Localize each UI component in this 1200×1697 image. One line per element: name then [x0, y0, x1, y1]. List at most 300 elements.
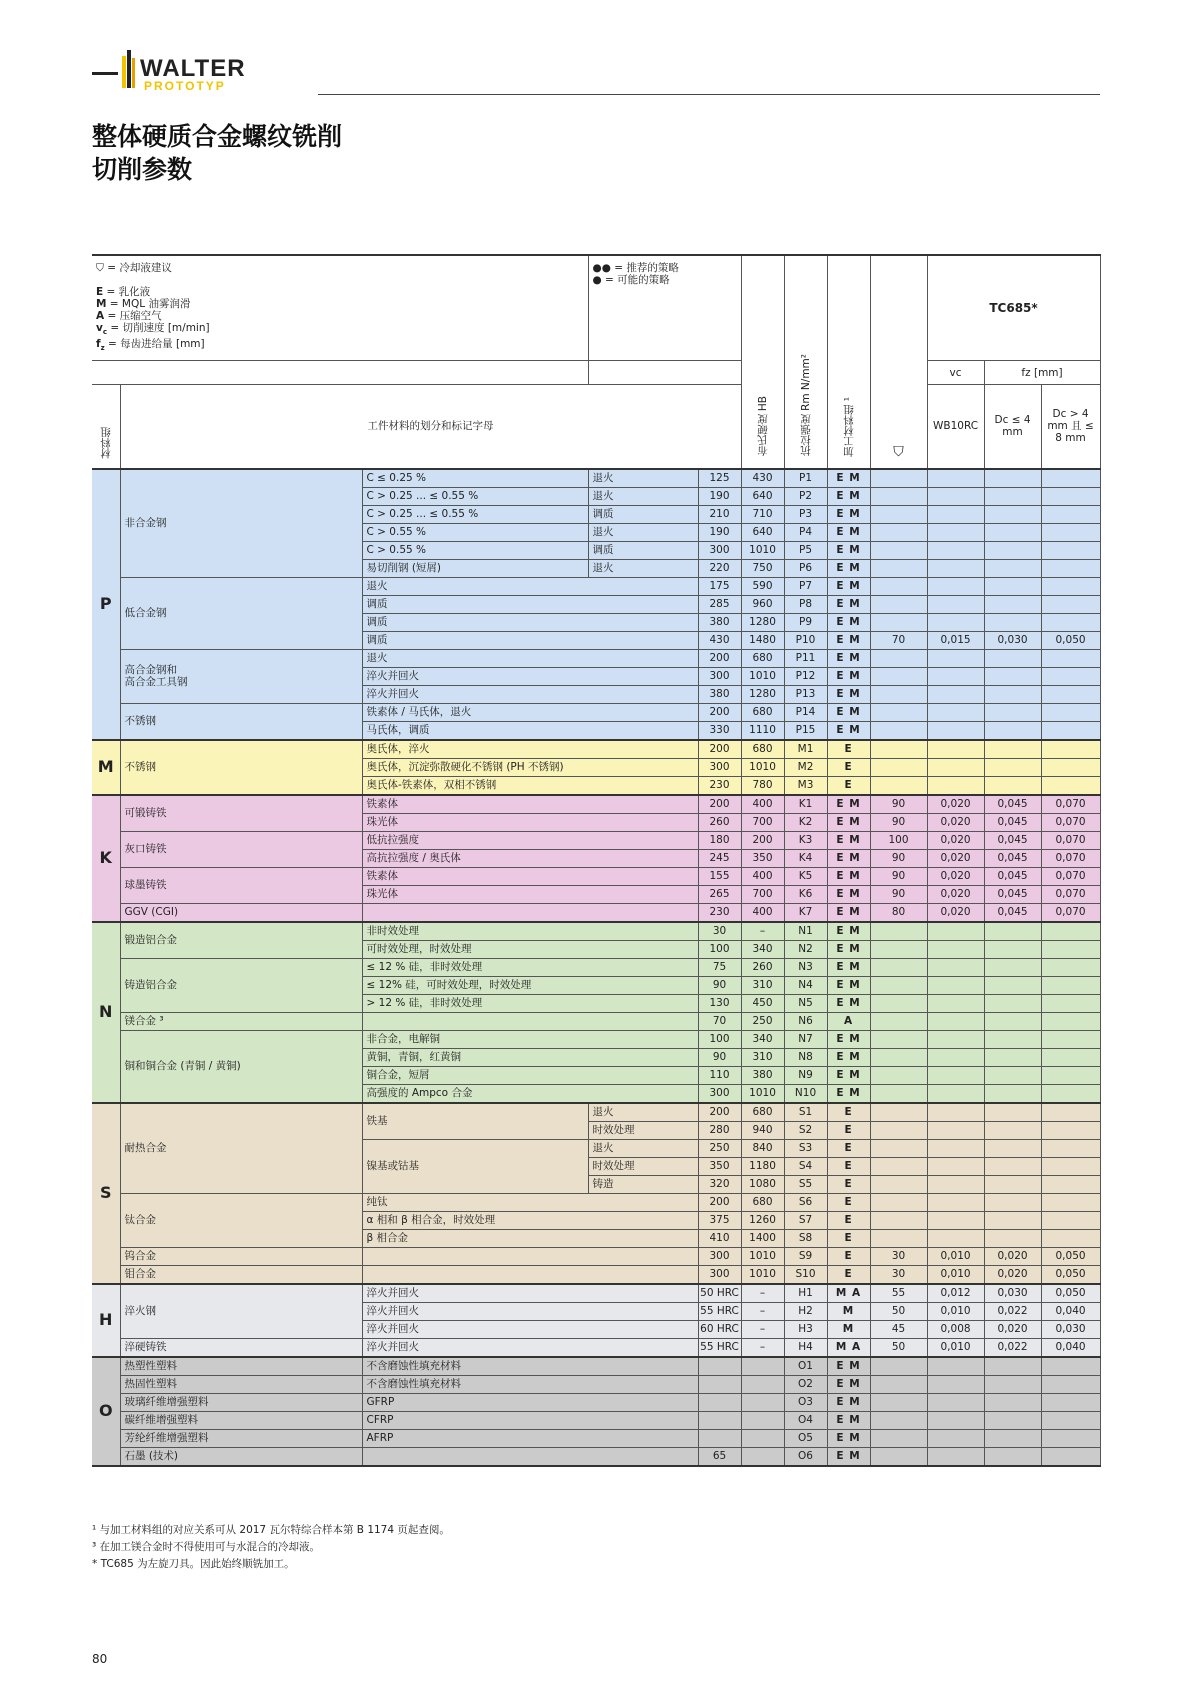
table-cell: [927, 487, 984, 505]
table-cell: 300: [698, 758, 741, 776]
table-cell: AFRP: [362, 1429, 698, 1447]
table-cell: [870, 1103, 927, 1122]
table-cell: 50 HRC: [698, 1284, 741, 1303]
table-cell: [1041, 1084, 1100, 1103]
table-cell: 50: [870, 1338, 927, 1357]
table-cell: E M: [827, 505, 870, 523]
table-cell: [984, 1157, 1041, 1175]
group-h: [92, 1284, 1100, 1357]
table-cell: 340: [741, 1030, 784, 1048]
table-cell: E: [827, 1175, 870, 1193]
table-cell: ≤ 12 % 硅，非时效处理: [362, 958, 698, 976]
table-cell: E M: [827, 885, 870, 903]
table-cell: [870, 505, 927, 523]
table-row: [92, 1265, 1100, 1284]
table-cell: 260: [698, 813, 741, 831]
table-cell: 热固性塑料: [120, 1375, 362, 1393]
table-cell: [927, 595, 984, 613]
table-cell: [984, 505, 1041, 523]
table-cell: [1041, 758, 1100, 776]
table-cell: [1041, 685, 1100, 703]
table-cell: 碳纤维增强塑料: [120, 1411, 362, 1429]
table-cell: [984, 1447, 1041, 1466]
table-cell: E M: [827, 1066, 870, 1084]
table-cell: [927, 667, 984, 685]
table-row: [92, 1247, 1100, 1265]
table-cell: 珠光体: [362, 885, 698, 903]
table-cell: [1041, 1157, 1100, 1175]
table-cell: [984, 1030, 1041, 1048]
table-cell: E M: [827, 958, 870, 976]
table-cell: 1010: [741, 1265, 784, 1284]
table-cell: [927, 1375, 984, 1393]
table-cell: 灰口铸铁: [120, 831, 362, 867]
table-cell: 700: [741, 885, 784, 903]
table-cell: 淬火并回火: [362, 1284, 698, 1303]
table-cell: [927, 685, 984, 703]
table-cell: [927, 505, 984, 523]
table-cell: 1110: [741, 721, 784, 740]
table-cell: [1041, 940, 1100, 958]
table-cell: N8: [784, 1048, 827, 1066]
table-cell: [927, 703, 984, 721]
table-cell: [870, 1030, 927, 1048]
table-cell: [870, 1193, 927, 1211]
table-cell: 淬火并回火: [362, 685, 698, 703]
vc-header: vc: [927, 361, 984, 385]
table-row: [92, 649, 1100, 667]
table-row: [92, 361, 1100, 385]
table-cell: 210: [698, 505, 741, 523]
dc2-header: Dc > 4 mm 且 ≤ 8 mm: [1041, 385, 1100, 469]
table-cell: [927, 1193, 984, 1211]
table-cell: 0,020: [927, 795, 984, 814]
table-cell: 1010: [741, 1084, 784, 1103]
table-cell: [870, 1175, 927, 1193]
table-cell: 55 HRC: [698, 1302, 741, 1320]
table-cell: > 12 % 硅，非时效处理: [362, 994, 698, 1012]
table-cell: [1041, 1175, 1100, 1193]
table-cell: 90: [698, 1048, 741, 1066]
table-cell: P9: [784, 613, 827, 631]
table-cell: [362, 1447, 698, 1466]
table-cell: 0,070: [1041, 831, 1100, 849]
table-cell: [927, 958, 984, 976]
table-cell: [1041, 1103, 1100, 1122]
table-cell: 淬火并回火: [362, 1320, 698, 1338]
table-cell: 0,030: [1041, 1320, 1100, 1338]
table-cell: 320: [698, 1175, 741, 1193]
table-cell: P11: [784, 649, 827, 667]
dc1-header: Dc ≤ 4 mm: [984, 385, 1041, 469]
table-cell: [1041, 487, 1100, 505]
table-cell: 780: [741, 776, 784, 795]
table-cell: [984, 667, 1041, 685]
footnotes: [92, 1522, 450, 1573]
table-cell: 340: [741, 940, 784, 958]
table-cell: 非合金，电解铜: [362, 1030, 698, 1048]
table-cell: O: [92, 1357, 120, 1466]
table-cell: [870, 595, 927, 613]
table-cell: 840: [741, 1139, 784, 1157]
table-cell: [927, 994, 984, 1012]
table-cell: [984, 922, 1041, 941]
footnote-star: * TC685 为左旋刀具。因此始终顺铣加工。: [92, 1558, 295, 1570]
table-cell: α 相和 β 相合金，时效处理: [362, 1211, 698, 1229]
table-cell: 不含磨蚀性填充材料: [362, 1357, 698, 1376]
table-cell: –: [741, 1338, 784, 1357]
table-cell: 0,010: [927, 1338, 984, 1357]
table-row: [92, 903, 1100, 922]
table-cell: 680: [741, 740, 784, 759]
table-cell: [927, 1429, 984, 1447]
table-cell: 钛合金: [120, 1193, 362, 1247]
table-cell: 退火: [362, 577, 698, 595]
table-cell: 0,050: [1041, 631, 1100, 649]
table-cell: [927, 758, 984, 776]
table-cell: 铁素体 / 马氏体，退火: [362, 703, 698, 721]
table-cell: E: [827, 758, 870, 776]
table-cell: [984, 613, 1041, 631]
table-cell: P3: [784, 505, 827, 523]
table-cell: [741, 255, 784, 469]
table-cell: [1041, 1048, 1100, 1066]
table-cell: 0,020: [927, 903, 984, 922]
table-cell: [927, 1030, 984, 1048]
table-cell: [984, 1229, 1041, 1247]
table-cell: [1041, 505, 1100, 523]
table-cell: N9: [784, 1066, 827, 1084]
table-cell: [1041, 922, 1100, 941]
table-cell: 0,045: [984, 831, 1041, 849]
table-cell: [741, 1447, 784, 1466]
table-cell: 680: [741, 1193, 784, 1211]
table-cell: [698, 1393, 741, 1411]
table-cell: [870, 1411, 927, 1429]
table-cell: 0,015: [927, 631, 984, 649]
table-cell: [1041, 1012, 1100, 1030]
table-cell: C > 0.25 ... ≤ 0.55 %: [362, 487, 588, 505]
table-cell: 高抗拉强度 / 奥氏体: [362, 849, 698, 867]
table-cell: 55 HRC: [698, 1338, 741, 1357]
table-cell: 125: [698, 469, 741, 488]
table-row: [92, 1429, 1100, 1447]
table-cell: [362, 1012, 698, 1030]
table-cell: 0,045: [984, 885, 1041, 903]
table-cell: [984, 685, 1041, 703]
table-cell: [984, 721, 1041, 740]
table-cell: 0,010: [927, 1247, 984, 1265]
table-cell: E M: [827, 1084, 870, 1103]
table-cell: 不锈钢: [120, 703, 362, 740]
table-cell: [870, 541, 927, 559]
table-cell: E M: [827, 903, 870, 922]
table-cell: 低抗拉强度: [362, 831, 698, 849]
table-cell: 90: [870, 867, 927, 885]
table-cell: 退火: [588, 1103, 698, 1122]
table-cell: 400: [741, 867, 784, 885]
table-cell: A: [827, 1012, 870, 1030]
table-cell: [984, 1121, 1041, 1139]
table-cell: 0,010: [927, 1265, 984, 1284]
workpiece-header: 工件材料的划分和标记字母: [120, 385, 741, 469]
table-cell: 0,045: [984, 867, 1041, 885]
table-cell: H1: [784, 1284, 827, 1303]
table-cell: E: [827, 776, 870, 795]
table-cell: 45: [870, 1320, 927, 1338]
tensile-header: 抗拉强度 Rm N/mm²: [799, 354, 812, 457]
table-cell: [984, 1393, 1041, 1411]
table-cell: [870, 1157, 927, 1175]
table-cell: H: [92, 1284, 120, 1357]
table-cell: [1041, 703, 1100, 721]
table-cell: [984, 994, 1041, 1012]
table-cell: [870, 469, 927, 488]
table-cell: [927, 523, 984, 541]
table-cell: 退火: [588, 523, 698, 541]
table-cell: 淬硬铸铁: [120, 1338, 362, 1357]
table-cell: N7: [784, 1030, 827, 1048]
table-cell: 90: [870, 849, 927, 867]
strategy-possible-icon: ●: [592, 274, 602, 286]
table-cell: 0,045: [984, 903, 1041, 922]
walter-logo: [92, 46, 302, 96]
table-cell: 0,020: [927, 831, 984, 849]
table-cell: [1041, 1139, 1100, 1157]
table-cell: C ≤ 0.25 %: [362, 469, 588, 488]
table-cell: 淬火并回火: [362, 1338, 698, 1357]
table-cell: [927, 922, 984, 941]
table-cell: E M: [827, 1429, 870, 1447]
table-cell: 430: [741, 469, 784, 488]
table-row: [92, 795, 1100, 814]
table-cell: 75: [698, 958, 741, 976]
table-cell: –: [741, 1302, 784, 1320]
table-cell: [927, 559, 984, 577]
table-cell: [1041, 1211, 1100, 1229]
table-cell: N5: [784, 994, 827, 1012]
hardness-header: 布氏硬度 HB: [756, 396, 769, 457]
table-cell: [1041, 595, 1100, 613]
table-cell: M3: [784, 776, 827, 795]
table-cell: 190: [698, 523, 741, 541]
group-m: [92, 740, 1100, 795]
table-row: [92, 1103, 1100, 1122]
table-cell: [984, 1139, 1041, 1157]
table-cell: 200: [698, 1193, 741, 1211]
table-cell: E M: [827, 1357, 870, 1376]
table-cell: [927, 1012, 984, 1030]
table-cell: 680: [741, 703, 784, 721]
table-cell: 680: [741, 649, 784, 667]
table-cell: [984, 958, 1041, 976]
table-cell: P10: [784, 631, 827, 649]
table-cell: E M: [827, 813, 870, 831]
table-cell: 淬火并回火: [362, 1302, 698, 1320]
table-cell: 180: [698, 831, 741, 849]
table-cell: [984, 1357, 1041, 1376]
table-cell: 50: [870, 1302, 927, 1320]
table-cell: 退火: [588, 1139, 698, 1157]
table-cell: [1041, 1030, 1100, 1048]
table-cell: 380: [741, 1066, 784, 1084]
table-cell: [1041, 649, 1100, 667]
table-cell: [984, 1103, 1041, 1122]
table-row: [92, 1393, 1100, 1411]
table-row: [92, 922, 1100, 941]
table-cell: P6: [784, 559, 827, 577]
table-cell: [870, 577, 927, 595]
table-cell: K6: [784, 885, 827, 903]
table-cell: 0,070: [1041, 813, 1100, 831]
table-cell: 450: [741, 994, 784, 1012]
table-cell: [870, 1211, 927, 1229]
table-cell: 非时效处理: [362, 922, 698, 941]
table-cell: S8: [784, 1229, 827, 1247]
table-row: [92, 703, 1100, 721]
table-cell: [1041, 559, 1100, 577]
table-cell: [870, 523, 927, 541]
table-cell: E M: [827, 703, 870, 721]
table-cell: 珠光体: [362, 813, 698, 831]
table-cell: N10: [784, 1084, 827, 1103]
table-cell: [927, 940, 984, 958]
table-cell: 280: [698, 1121, 741, 1139]
table-cell: [984, 703, 1041, 721]
table-cell: 0,010: [927, 1302, 984, 1320]
table-cell: 0,045: [984, 813, 1041, 831]
table-cell: N3: [784, 958, 827, 976]
table-cell: E M: [827, 940, 870, 958]
table-cell: 220: [698, 559, 741, 577]
table-cell: E M: [827, 667, 870, 685]
table-cell: 230: [698, 776, 741, 795]
table-cell: [984, 1193, 1041, 1211]
table-cell: [927, 1157, 984, 1175]
table-cell: [1041, 667, 1100, 685]
table-row: [92, 1411, 1100, 1429]
table-cell: 0,012: [927, 1284, 984, 1303]
table-cell: [1041, 577, 1100, 595]
table-cell: [870, 940, 927, 958]
table-cell: [984, 1066, 1041, 1084]
table-cell: 高强度的 Ampco 合金: [362, 1084, 698, 1103]
table-cell: [870, 1357, 927, 1376]
table-cell: [870, 1084, 927, 1103]
table-cell: 铁基: [362, 1103, 588, 1140]
page-number: 80: [92, 1652, 108, 1666]
table-cell: [927, 1411, 984, 1429]
table-cell: 430: [698, 631, 741, 649]
table-cell: E M: [827, 631, 870, 649]
table-cell: [984, 559, 1041, 577]
table-cell: 1010: [741, 1247, 784, 1265]
table-cell: 0,050: [1041, 1247, 1100, 1265]
table-cell: C > 0.55 %: [362, 523, 588, 541]
table-cell: 100: [698, 1030, 741, 1048]
table-cell: 0,040: [1041, 1302, 1100, 1320]
table-cell: K4: [784, 849, 827, 867]
table-cell: [984, 1175, 1041, 1193]
table-cell: 高合金钢和 高合金工具钢: [120, 649, 362, 703]
table-cell: 60 HRC: [698, 1320, 741, 1338]
table-cell: [984, 1084, 1041, 1103]
table-cell: 调质: [362, 631, 698, 649]
table-cell: 玻璃纤维增强塑料: [120, 1393, 362, 1411]
table-cell: 200: [698, 703, 741, 721]
table-cell: 0,020: [927, 885, 984, 903]
table-cell: [927, 469, 984, 488]
table-cell: E M: [827, 487, 870, 505]
table-cell: 200: [698, 795, 741, 814]
table-cell: 0,050: [1041, 1265, 1100, 1284]
table-cell: 380: [698, 685, 741, 703]
table-cell: P2: [784, 487, 827, 505]
table-row: [92, 255, 1100, 361]
table-cell: K5: [784, 867, 827, 885]
table-cell: 退火: [588, 559, 698, 577]
table-cell: [870, 776, 927, 795]
table-row: [92, 958, 1100, 976]
table-cell: [984, 940, 1041, 958]
group-n: [92, 922, 1100, 1103]
table-cell: P8: [784, 595, 827, 613]
table-cell: β 相合金: [362, 1229, 698, 1247]
table-cell: 0,070: [1041, 867, 1100, 885]
table-row: [92, 1030, 1100, 1048]
table-cell: [927, 1447, 984, 1466]
table-cell: 30: [870, 1265, 927, 1284]
table-cell: 90: [870, 813, 927, 831]
table-cell: 90: [870, 885, 927, 903]
table-cell: –: [741, 1320, 784, 1338]
table-cell: 300: [698, 1265, 741, 1284]
table-cell: 调质: [588, 505, 698, 523]
table-cell: 1260: [741, 1211, 784, 1229]
table-cell: [362, 1265, 698, 1284]
table-cell: 700: [741, 813, 784, 831]
table-cell: S6: [784, 1193, 827, 1211]
table-cell: [984, 541, 1041, 559]
table-cell: [927, 1393, 984, 1411]
table-cell: K: [92, 795, 120, 922]
table-cell: N6: [784, 1012, 827, 1030]
coolant-header-icon: ⛉: [870, 255, 927, 469]
table-cell: E M: [827, 469, 870, 488]
table-cell: S4: [784, 1157, 827, 1175]
table-cell: [984, 469, 1041, 488]
table-cell: E M: [827, 994, 870, 1012]
table-cell: 0,008: [927, 1320, 984, 1338]
table-cell: [984, 758, 1041, 776]
table-cell: 黄铜，青铜，红黄铜: [362, 1048, 698, 1066]
table-cell: [927, 577, 984, 595]
strategy-recommended-icon: ●●: [592, 262, 611, 274]
table-cell: [1041, 976, 1100, 994]
table-row: [92, 1338, 1100, 1357]
table-row: [92, 1357, 1100, 1376]
table-cell: 0,020: [927, 813, 984, 831]
table-cell: [870, 703, 927, 721]
table-cell: 110: [698, 1066, 741, 1084]
table-cell: 750: [741, 559, 784, 577]
table-cell: 芳纶纤维增强塑料: [120, 1429, 362, 1447]
table-cell: K7: [784, 903, 827, 922]
fz-header: fz [mm]: [984, 361, 1100, 385]
table-cell: [984, 776, 1041, 795]
table-cell: [1041, 469, 1100, 488]
coolant-icon: ⛉: [96, 262, 104, 274]
